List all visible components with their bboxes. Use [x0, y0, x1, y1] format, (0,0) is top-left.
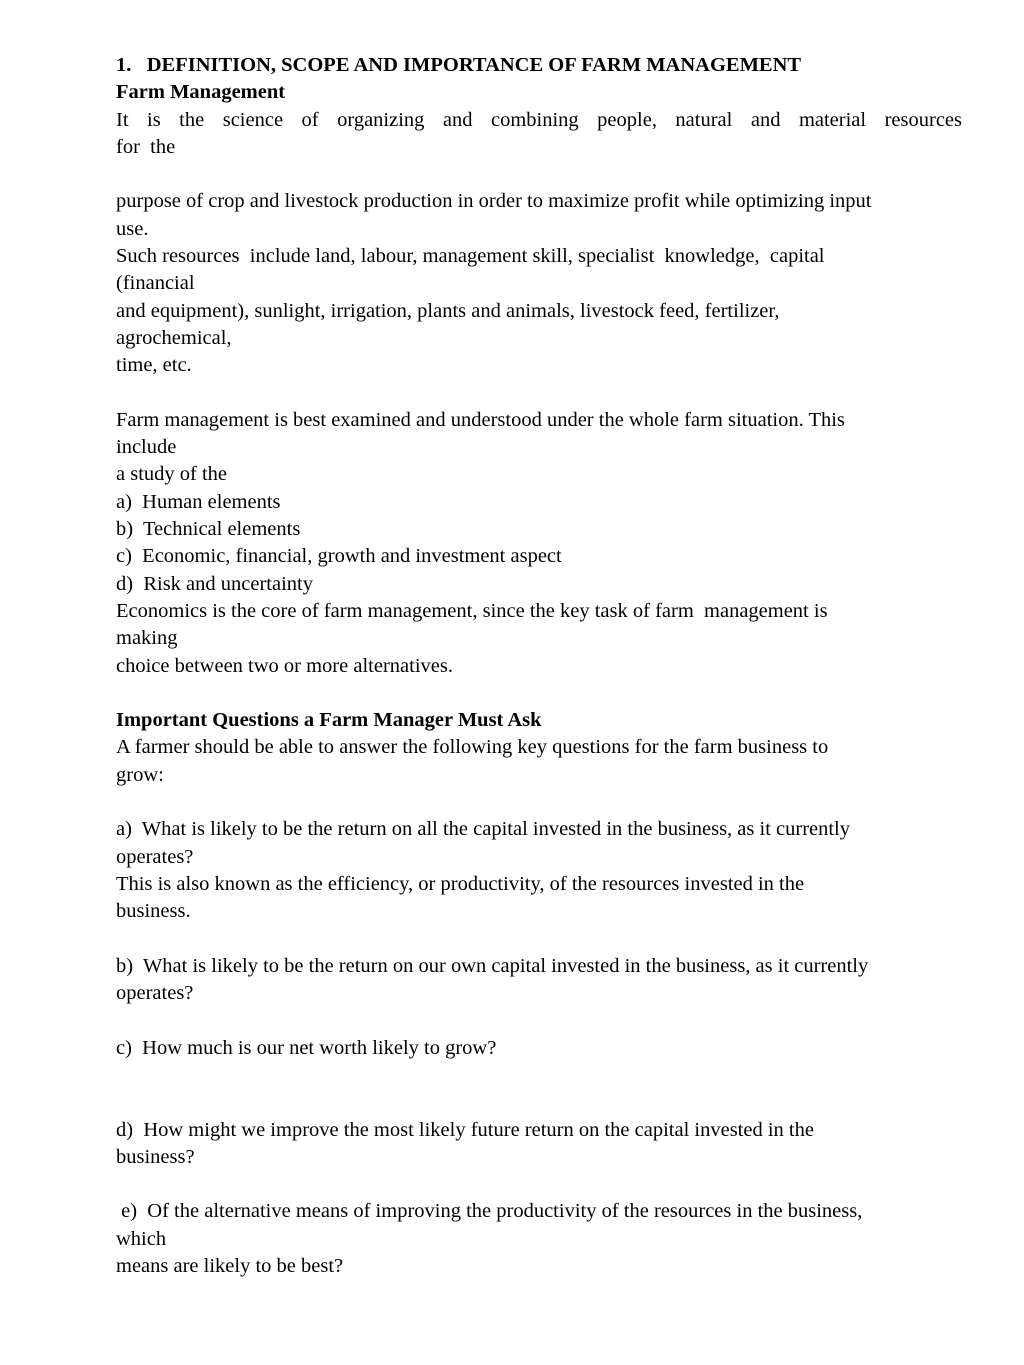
paragraph-line: agrochemical,: [116, 326, 232, 349]
paragraph-line: making: [116, 627, 178, 650]
paragraph-line: business.: [116, 900, 191, 923]
paragraph-line: It is the science of organizing and combining people, natural and material resources: [116, 108, 962, 131]
spacer: [116, 1007, 962, 1034]
list-item: b) Technical elements: [116, 518, 301, 541]
spacer: [116, 789, 962, 816]
question-d: d) How might we improve the most likely future return on the capital invested in the: [116, 1118, 814, 1141]
spacer: [116, 161, 962, 188]
spacer: [116, 380, 962, 407]
paragraph-line: choice between two or more alternatives.: [116, 654, 453, 677]
paragraph-line: use.: [116, 217, 149, 240]
list-item: d) Risk and uncertainty: [116, 572, 313, 595]
list-item: a) Human elements: [116, 490, 281, 513]
paragraph-line: a study of the: [116, 463, 228, 486]
paragraph-line: include: [116, 436, 177, 459]
paragraph-line: operates?: [116, 982, 194, 1005]
paragraph-line: operates?: [116, 845, 194, 868]
paragraph-line: for the: [116, 135, 176, 158]
paragraph-line: grow:: [116, 763, 164, 786]
question-e: e) Of the alternative means of improving the productivity of the resources in the business,: [116, 1200, 863, 1223]
paragraph-line: and equipment), sunlight, irrigation, plants and animals, livestock feed, fertilizer,: [116, 299, 780, 322]
section-heading: 1. DEFINITION, SCOPE AND IMPORTANCE OF FARM MANAGEMENT: [116, 54, 802, 76]
paragraph-line: time, etc.: [116, 354, 192, 377]
paragraph-line: which: [116, 1227, 167, 1250]
paragraph-line: (financial: [116, 272, 195, 295]
paragraph-line: Such resources include land, labour, management skill, specialist knowledge, capital: [116, 245, 825, 268]
spacer: [116, 680, 962, 707]
paragraph-line: This is also known as the efficiency, or productivity, of the resources invested in the: [116, 872, 805, 895]
question-c: c) How much is our net worth likely to grow?: [116, 1036, 497, 1059]
paragraph-line: means are likely to be best?: [116, 1255, 344, 1278]
spacer: [116, 1062, 962, 1117]
document-page: [116, 52, 962, 1280]
spacer: [116, 1171, 962, 1198]
paragraph-line: A farmer should be able to answer the following key questions for the farm business to: [116, 736, 829, 759]
subheading-important-questions: Important Questions a Farm Manager Must Ask: [116, 709, 542, 732]
question-b: b) What is likely to be the return on our own capital invested in the business, as it currently: [116, 954, 869, 977]
paragraph-line: Economics is the core of farm management, since the key task of farm management is: [116, 599, 828, 622]
list-item: c) Economic, financial, growth and investment aspect: [116, 545, 562, 568]
paragraph-line: purpose of crop and livestock production in order to maximize profit while optimizing input: [116, 190, 872, 213]
subheading-farm-management: Farm Management: [116, 81, 286, 104]
paragraph-line: business?: [116, 1145, 195, 1168]
spacer: [116, 926, 962, 953]
paragraph-line: Farm management is best examined and understood under the whole farm situation. This: [116, 408, 845, 431]
question-a: a) What is likely to be the return on all the capital invested in the business, as it currently: [116, 818, 851, 841]
